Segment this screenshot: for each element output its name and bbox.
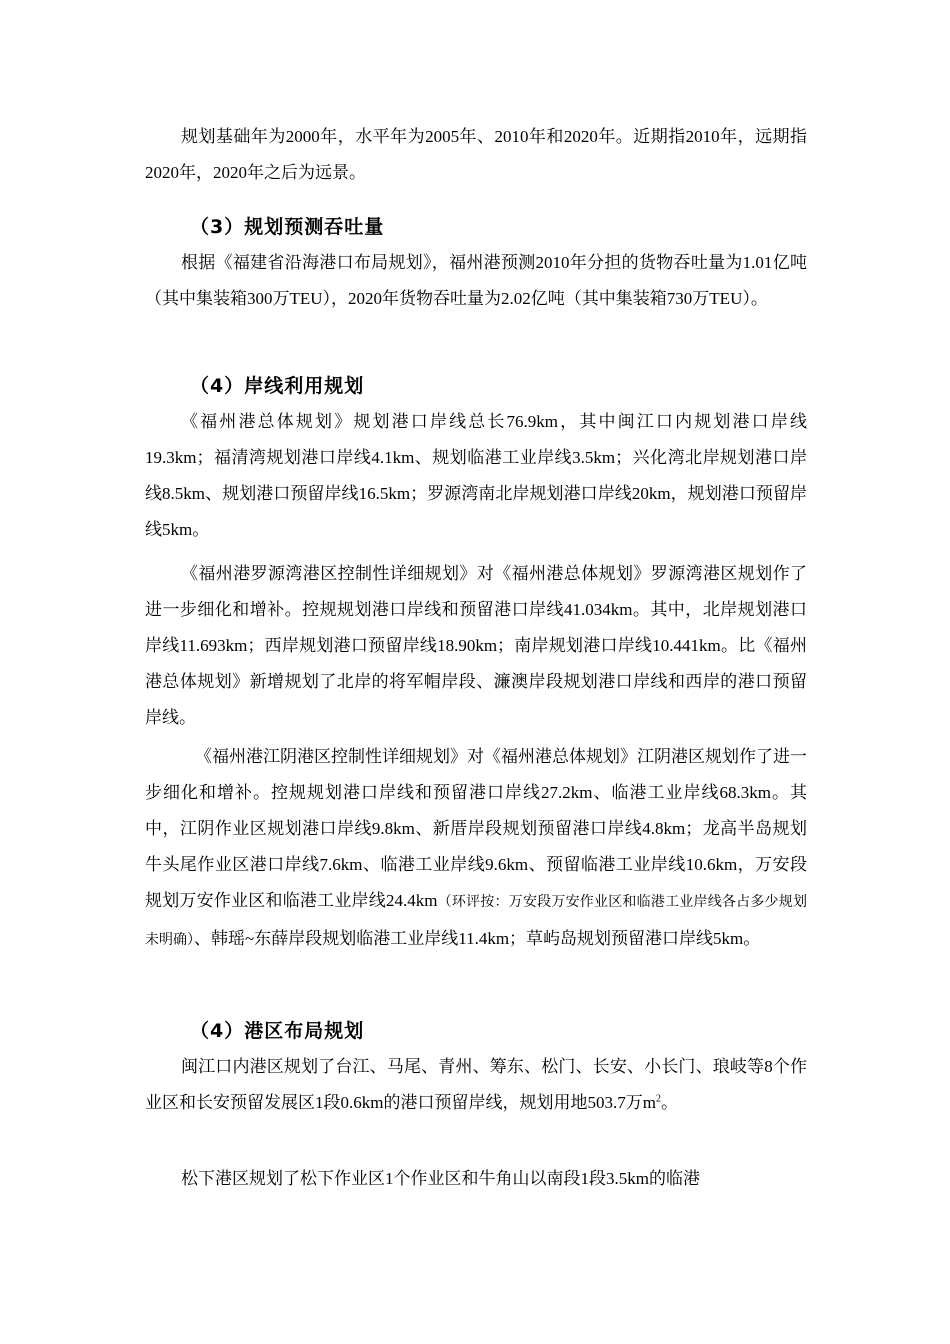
paragraph-layout-minjiang [145,1049,807,1121]
heading-layout: （4）港区布局规划 [190,1020,365,1042]
paragraph-shoreline-luoyuan: 《福州港罗源湾港区控制性详细规划》对《福州港总体规划》罗源湾港区规划作了进一步细化和增补。控规规划港口岸线和预留港口岸线41.034km。其中，北岸规划港口岸线11.693km；西岸规划港口预留岸线18.90km；南岸规划港口岸线10.441km。比《福州港总体规划》新增规划了北岸的将军帽岸段、濂澳岸段规划港口岸线和西岸的港口预留岸线。 [145,564,807,727]
superscript-2: 2 [655,1093,661,1105]
paragraph-shoreline-overall: 《福州港总体规划》规划港口岸线总长76.9km，其中闽江口内规划港口岸线19.3km；福清湾规划港口岸线4.1km、规划临港工业岸线3.5km；兴化湾北岸规划港口岸线8.5km、规划港口预留岸线16.5km；罗源湾南北岸规划港口岸线20km，规划港口预留岸线5km。 [145,412,807,539]
jiangyin-text-a: 《福州港江阴港区控制性详细规划》对《福州港总体规划》江阴港区规划作了进一步细化和增补。控规规划港口岸线和预留港口岸线27.2km、临港工业岸线68.3km。其中，江阴作业区规划港口岸线9.8km、新厝岸段规划预留港口岸线4.8km；龙高半岛规划牛头尾作业区港口岸线7.6km、临港工业岸线9.6km、预留临港工业岸线10.6km，万安段规划万安作业区和临港工业岸线24.4km [145,747,807,910]
jiangyin-text-b: 、韩瑶~东薛岸段规划临港工业岸线11.4km；草屿岛规划预留港口岸线5km。 [194,929,761,948]
paragraph-throughput: 根据《福建省沿海港口布局规划》，福州港预测2010年分担的货物吞吐量为1.01亿吨（其中集装箱300万TEU），2020年货物吞吐量为2.02亿吨（其中集装箱730万TEU）。 [145,253,807,308]
heading-shoreline: （4）岸线利用规划 [190,375,365,397]
paragraph-base-year: 规划基础年为2000年，水平年为2005年、2010年和2020年。近期指2010年，远期指2020年，2020年之后为远景。 [145,127,807,182]
minjiang-text-end: 。 [660,1093,678,1112]
paragraph-layout-songxia: 松下港区规划了松下作业区1个作业区和牛角山以南段1段3.5km的临港 [181,1169,700,1188]
paragraph-shoreline-jiangyin [145,739,807,959]
eia-note: （环评按：万安段万安作业区和临港工业岸线各占多少规划未明确） [145,895,807,948]
minjiang-text: 闽江口内港区规划了台江、马尾、青州、筹东、松门、长安、小长门、琅岐等8个作业区和长安预留发展区1段0.6km的港口预留岸线，规划用地503.7万m [145,1057,807,1112]
heading-throughput: （3）规划预测吞吐量 [190,216,385,238]
